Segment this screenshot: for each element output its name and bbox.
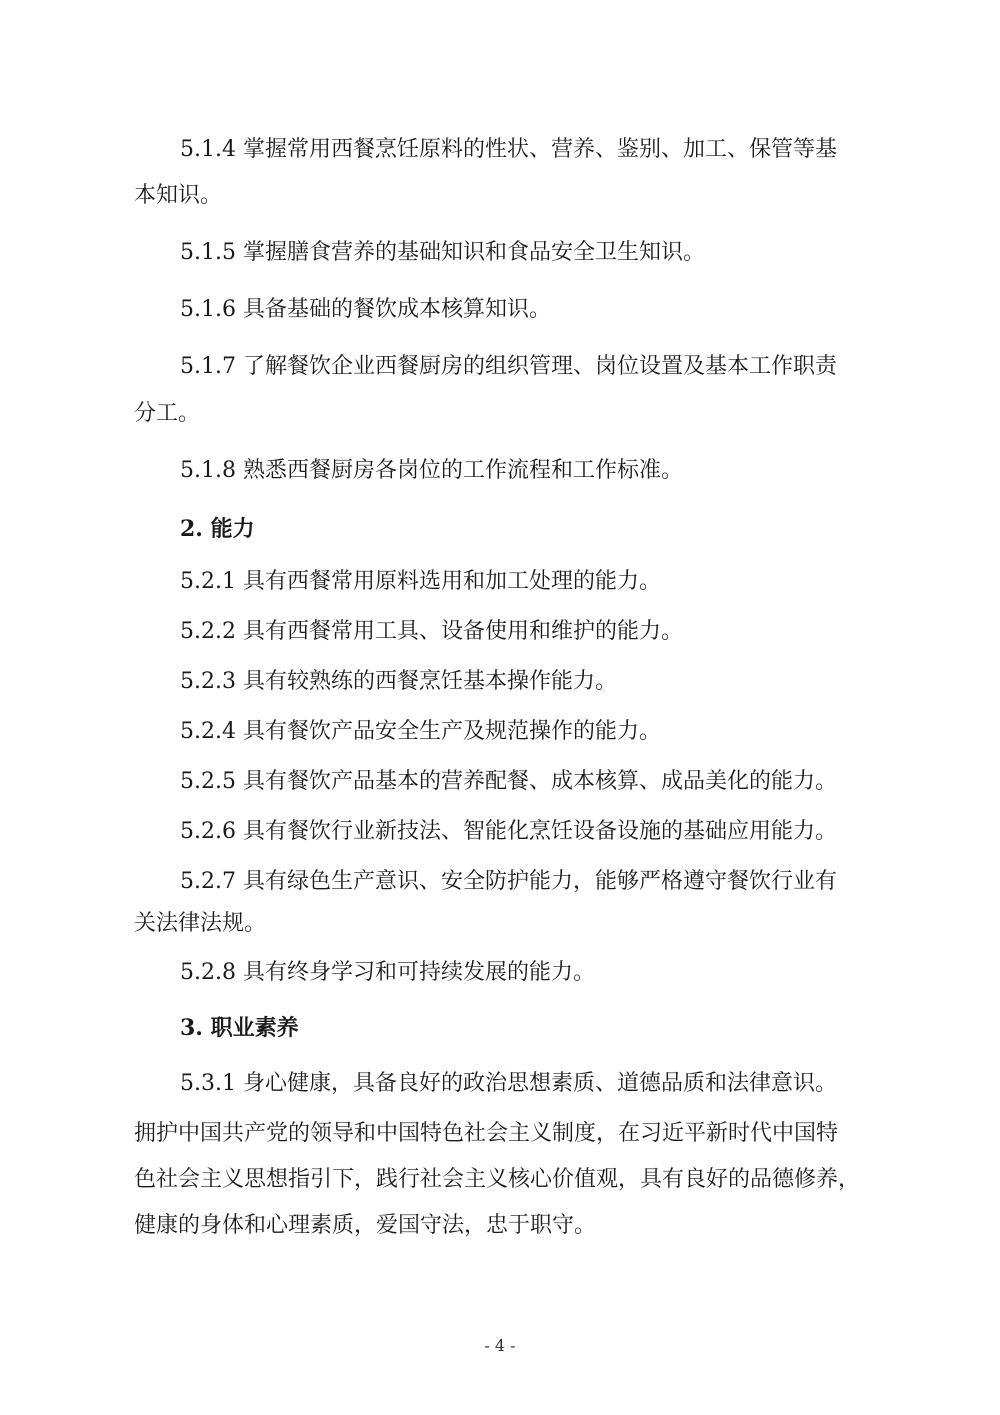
paragraph-5-2-2: 5.2.2 具有西餐常用工具、设备使用和维护的能力。 [180, 619, 683, 644]
paragraph-5-1-7-line-2: 分工。 [134, 401, 201, 426]
paragraph-5-2-7-line-2: 关法律法规。 [134, 911, 267, 936]
paragraph-5-1-7-line-1: 5.1.7 了解餐饮企业西餐厨房的组织管理、岗位设置及基本工作职责 [180, 354, 837, 379]
paragraph-5-1-6: 5.1.6 具备基础的餐饮成本核算知识。 [180, 297, 551, 322]
paragraph-5-3-1-line-3: 色社会主义思想指引下，践行社会主义核心价值观，具有良好的品德修养， [134, 1167, 861, 1192]
paragraph-5-1-4-line-1: 5.1.4 掌握常用西餐烹饪原料的性状、营养、鉴别、加工、保管等基 [180, 137, 837, 162]
paragraph-5-2-6: 5.2.6 具有餐饮行业新技法、智能化烹饪设备设施的基础应用能力。 [180, 819, 837, 844]
section-heading-ability: 2. 能力 [180, 516, 255, 542]
paragraph-5-2-4: 5.2.4 具有餐饮产品安全生产及规范操作的能力。 [180, 719, 661, 744]
paragraph-5-3-1-line-4: 健康的身体和心理素质，爱国守法，忠于职守。 [134, 1213, 597, 1238]
paragraph-5-2-1: 5.2.1 具有西餐常用原料选用和加工处理的能力。 [180, 569, 661, 594]
paragraph-5-2-7-line-1: 5.2.7 具有绿色生产意识、安全防护能力，能够严格遵守餐饮行业有 [180, 869, 837, 894]
section-heading-professional-quality: 3. 职业素养 [180, 1015, 299, 1041]
page-number: - 4 - [484, 1336, 516, 1355]
paragraph-5-2-5: 5.2.5 具有餐饮产品基本的营养配餐、成本核算、成品美化的能力。 [180, 769, 837, 794]
paragraph-5-3-1-line-2: 拥护中国共产党的领导和中国特色社会主义制度，在习近平新时代中国特 [134, 1121, 839, 1146]
paragraph-5-1-5: 5.1.5 掌握膳食营养的基础知识和食品安全卫生知识。 [180, 240, 705, 265]
paragraph-5-3-1-line-1: 5.3.1 身心健康，具备良好的政治思想素质、道德品质和法律意识。 [180, 1071, 837, 1096]
paragraph-5-1-4-line-2: 本知识。 [134, 183, 223, 208]
paragraph-5-2-8: 5.2.8 具有终身学习和可持续发展的能力。 [180, 960, 595, 985]
paragraph-5-1-8: 5.1.8 熟悉西餐厨房各岗位的工作流程和工作标准。 [180, 458, 683, 483]
paragraph-5-2-3: 5.2.3 具有较熟练的西餐烹饪基本操作能力。 [180, 669, 617, 694]
